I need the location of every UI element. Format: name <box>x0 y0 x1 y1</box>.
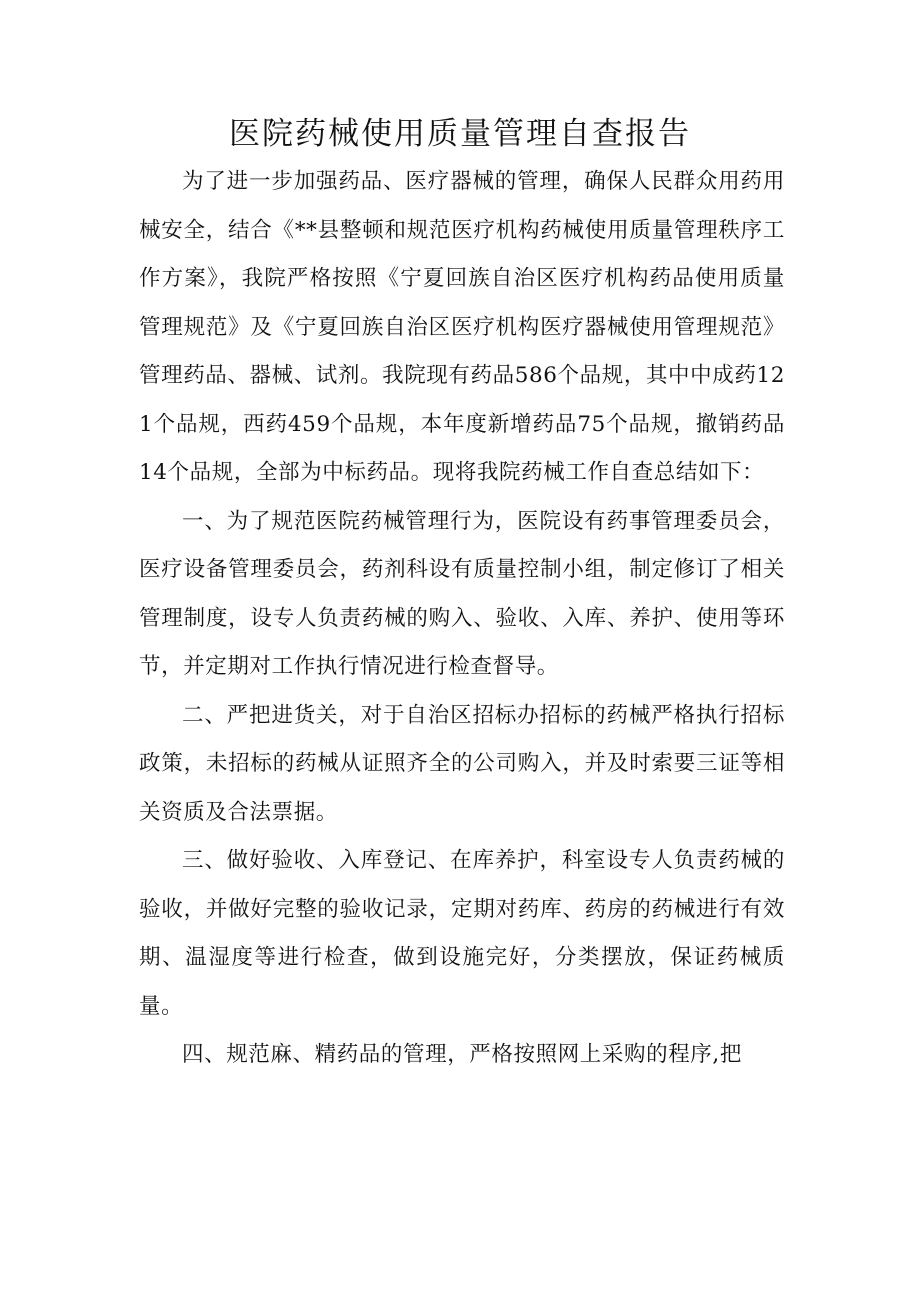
paragraph-section-4: 四、规范麻、精药品的管理，严格按照网上采购的程序,把 <box>182 1042 742 1067</box>
paragraph-intro: 为了进一步加强药品、医疗器械的管理，确保人民群众用药用械安全，结合《**县整顿和规范医疗机构药械使用质量管理秩序工作方案》，我院严格按照《宁夏回族自治区医疗机构药品使用质量管理规范》及《宁夏回族自治区医疗机构医疗器械使用管理规范》管理药品、器械、试剂。我院现有药品586个品规，其中中成药121个品规，西药459个品规，本年度新增药品75个品规，撤销药品14个品规，全部为中标药品。现将我院药械工作自查总结如下： <box>139 169 785 485</box>
paragraph-section-1: 一、为了规范医院药械管理行为，医院设有药事管理委员会，医疗设备管理委员会，药剂科设有质量控制小组，制定修订了相关管理制度，设专人负责药械的购入、验收、入库、养护、使用等环节，并定期对工作执行情况进行检查督导。 <box>139 508 785 679</box>
document-title: 医院药械使用质量管理自查报告 <box>229 116 691 152</box>
document-body <box>139 158 785 1080</box>
paragraph-section-2: 二、严把进货关，对于自治区招标办招标的药械严格执行招标政策，未招标的药械从证照齐全的公司购入，并及时索要三证等相关资质及合法票据。 <box>139 702 785 825</box>
paragraph-section-3: 三、做好验收、入库登记、在库养护，科室设专人负责药械的验收，并做好完整的验收记录，定期对药库、药房的药械进行有效期、温湿度等进行检查，做到设施完好，分类摆放，保证药械质量。 <box>139 848 785 1019</box>
